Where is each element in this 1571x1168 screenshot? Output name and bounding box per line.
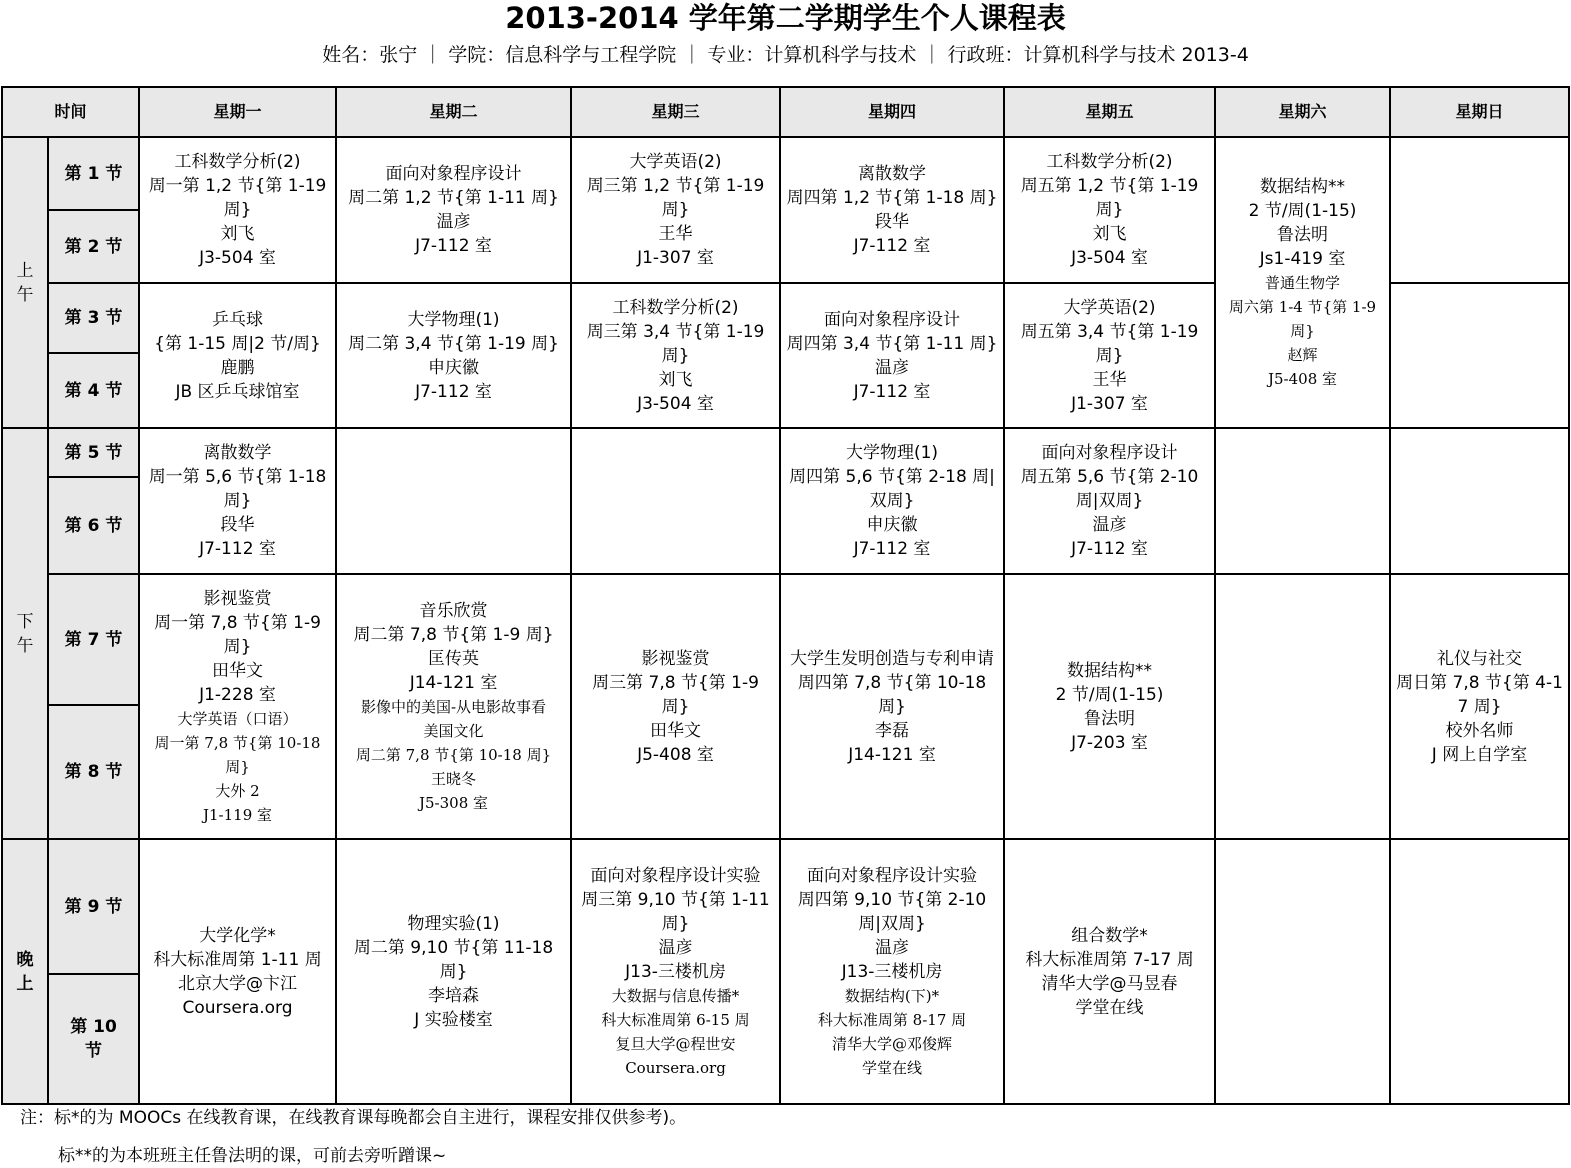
- course-time: 科大标准周第 6-15 周: [601, 1010, 750, 1029]
- course-name: 组合数学*: [1071, 925, 1148, 946]
- course-time: {第 1-15 周|2 节/周}: [154, 333, 321, 354]
- course-cell-mon-p910[interactable]: [139, 839, 336, 1104]
- course-cell-fri-p12[interactable]: [1004, 137, 1215, 283]
- period-row: [2, 428, 1569, 477]
- footnote-audit: 标**的为本班班主任鲁法明的课，可前去旁听蹭课~: [58, 1146, 447, 1166]
- course-room: Coursera.org: [182, 997, 293, 1018]
- course-time: 周三第 7,8 节{第 1-9 周}: [592, 672, 759, 717]
- course-room: J5-308 室: [419, 793, 489, 812]
- course-room: 学堂在线: [862, 1058, 923, 1077]
- course-name: 大学英语（口语）: [177, 709, 298, 728]
- schedule-table: [1, 86, 1570, 1105]
- course-room: J7-112 室: [199, 539, 276, 559]
- course-teacher: 申庆徽: [428, 357, 480, 378]
- course-name: 数据结构**: [1067, 660, 1153, 681]
- course-name: 乒乓球: [212, 309, 264, 330]
- course-cell-sat-morning[interactable]: [1215, 137, 1390, 428]
- course-teacher: 王晓冬: [431, 769, 477, 788]
- half-label-evening: 晚上: [2, 839, 48, 1104]
- course-name: 工科数学分析(2): [174, 152, 301, 172]
- course-teacher: 李培森: [428, 985, 480, 1006]
- course-room: J1-307 室: [637, 248, 714, 268]
- course-teacher: 温彦: [436, 212, 471, 232]
- course-teacher: 段华: [220, 515, 255, 535]
- course-room: J1-228 室: [199, 684, 276, 705]
- course-room: Js1-419 室: [1259, 248, 1346, 269]
- course-name: 礼仪与社交: [1437, 648, 1523, 669]
- course-time: 周四第 9,10 节{第 2-10 周|双周}: [797, 889, 987, 934]
- half-label-morning: 上午: [2, 137, 48, 428]
- course-cell-wed-p34[interactable]: [571, 283, 780, 428]
- course-time: 周五第 1,2 节{第 1-19 周}: [1020, 176, 1199, 220]
- course-room: Coursera.org: [625, 1058, 726, 1077]
- course-time: 周五第 3,4 节{第 1-19 周}: [1020, 321, 1199, 366]
- course-time: 周三第 9,10 节{第 1-11 周}: [581, 889, 770, 934]
- course-name: 大学化学*: [199, 925, 276, 946]
- period-label-6: 第 6 节: [48, 477, 139, 574]
- course-cell-fri-p910[interactable]: [1004, 839, 1215, 1104]
- course-teacher: 温彦: [1092, 515, 1127, 535]
- course-name: 大学物理(1): [845, 443, 939, 463]
- period-label-3: 第 3 节: [48, 283, 139, 353]
- day-header-fri: 星期五: [1004, 87, 1215, 137]
- course-time: 周二第 1,2 节{第 1-11 周}: [348, 188, 559, 208]
- course-teacher: 刘飞: [1092, 224, 1127, 244]
- course-name: 物理实验(1): [407, 913, 500, 934]
- course-time: 周一第 5,6 节{第 1-18 周}: [148, 467, 327, 511]
- course-time: 科大标准周第 1-11 周: [153, 949, 322, 970]
- course-name: 离散数学: [203, 443, 272, 463]
- course-room: J1-119 室: [203, 805, 273, 824]
- course-teacher: 复旦大学@程世安: [615, 1034, 736, 1053]
- course-cell-tue-p56: [336, 428, 571, 574]
- course-teacher: 刘飞: [220, 224, 255, 244]
- course-teacher: 刘飞: [658, 369, 693, 390]
- course-time: 科大标准周第 8-17 周: [817, 1010, 967, 1029]
- course-name: 影视鉴赏: [203, 588, 272, 609]
- course-name: 大学英语(2): [629, 152, 722, 172]
- course-room: J3-504 室: [637, 393, 714, 414]
- course-name: 普通生物学: [1265, 273, 1341, 292]
- course-room: J3-504 室: [1071, 248, 1148, 268]
- course-name: 影视鉴赏: [641, 648, 710, 669]
- course-time: 周四第 5,6 节{第 2-18 周|双周}: [789, 467, 995, 511]
- course-room: J7-112 室: [853, 381, 931, 402]
- course-teacher: 王华: [658, 224, 693, 244]
- period-label-8: 第 8 节: [48, 705, 139, 839]
- course-room: J7-112 室: [853, 539, 931, 559]
- course-room: J5-408 室: [637, 744, 714, 765]
- day-header-wed: 星期三: [571, 87, 780, 137]
- course-time: 周二第 7,8 节{第 10-18 周}: [355, 745, 552, 764]
- course-time: 周二第 7,8 节{第 1-9 周}: [353, 624, 554, 645]
- day-header-tue: 星期二: [336, 87, 571, 137]
- course-teacher: 清华大学@邓俊辉: [832, 1034, 953, 1053]
- course-room: J14-121 室: [848, 744, 936, 765]
- course-time: 周三第 3,4 节{第 1-19 周}: [586, 321, 765, 366]
- course-room: J7-112 室: [1071, 539, 1148, 559]
- course-name: 面向对象程序设计: [385, 164, 522, 184]
- period-row: [2, 574, 1569, 705]
- course-time: 科大标准周第 7-17 周: [1025, 949, 1194, 970]
- course-room: J5-408 室: [1268, 369, 1338, 388]
- course-cell-mon-p34[interactable]: [139, 283, 336, 428]
- course-cell-thu-p34[interactable]: [780, 283, 1004, 428]
- course-name: 大学生发明创造与专利申请: [790, 648, 995, 669]
- course-name: 面向对象程序设计实验: [807, 865, 978, 886]
- time-header: 时间: [2, 87, 139, 137]
- course-name: 影像中的美国-从电影故事看美国文化: [360, 697, 547, 740]
- course-name: 面向对象程序设计: [1041, 443, 1178, 463]
- period-label-9: 第 9 节: [48, 839, 139, 974]
- course-time: 周五第 5,6 节{第 2-10 周|双周}: [1020, 467, 1199, 511]
- period-row: [2, 137, 1569, 210]
- course-room: J7-112 室: [853, 236, 931, 256]
- course-teacher: 鹿鹏: [220, 357, 255, 378]
- course-room: J 网上自学室: [1431, 744, 1528, 765]
- course-name: 数据结构(下)*: [844, 986, 940, 1005]
- course-time: 周二第 3,4 节{第 1-19 周}: [348, 333, 559, 354]
- course-name: 大数据与信息传播*: [611, 986, 740, 1005]
- course-room: J7-112 室: [415, 381, 492, 402]
- course-teacher: 温彦: [658, 937, 693, 958]
- course-teacher: 北京大学@卞江: [178, 973, 298, 994]
- course-teacher: 鲁法明: [1277, 224, 1329, 245]
- course-teacher: 田华文: [212, 660, 264, 681]
- course-teacher: 匡传英: [428, 648, 480, 669]
- course-time: 周一第 1,2 节{第 1-19 周}: [148, 176, 327, 220]
- course-teacher: 清华大学@马昱春: [1041, 973, 1178, 994]
- footnote-mooc: 注：标*的为 MOOCs 在线教育课，在线教育课每晚都会自主进行，课程安排仅供参考)。: [20, 1108, 687, 1128]
- course-teacher: 赵辉: [1287, 345, 1318, 364]
- course-cell-tue-p910[interactable]: [336, 839, 571, 1104]
- course-cell-wed-p12[interactable]: [571, 137, 780, 283]
- course-teacher: 校外名师: [1445, 720, 1514, 741]
- course-time: 周二第 9,10 节{第 11-18 周}: [353, 937, 554, 982]
- course-name: 音乐欣赏: [419, 600, 488, 621]
- course-cell-tue-p34[interactable]: [336, 283, 571, 428]
- course-teacher: 田华文: [650, 720, 702, 741]
- course-teacher: 温彦: [875, 357, 910, 378]
- day-header-mon: 星期一: [139, 87, 336, 137]
- course-name: 面向对象程序设计实验: [590, 865, 761, 886]
- course-room: J13-三楼机房: [841, 961, 943, 982]
- course-name: 数据结构**: [1260, 176, 1346, 197]
- course-room: J13-三楼机房: [625, 961, 726, 982]
- course-cell-fri-p56[interactable]: [1004, 428, 1215, 574]
- course-name: 离散数学: [858, 164, 927, 184]
- course-room: 学堂在线: [1075, 997, 1144, 1018]
- course-teacher: 大外 2: [215, 781, 260, 800]
- course-cell-thu-p910[interactable]: [780, 839, 1004, 1104]
- course-time: 周四第 7,8 节{第 10-18 周}: [797, 672, 987, 717]
- course-cell-sat-p910: [1215, 839, 1390, 1104]
- course-cell-fri-p34[interactable]: [1004, 283, 1215, 428]
- course-cell-wed-p78[interactable]: [571, 574, 780, 839]
- course-room: JB 区乒乓球馆室: [175, 381, 300, 402]
- course-room: J3-504 室: [199, 248, 276, 268]
- course-teacher: 温彦: [875, 937, 910, 958]
- course-time: 2 节/周(1-15): [1248, 200, 1357, 221]
- course-time: 周日第 7,8 节{第 4-17 周}: [1396, 672, 1563, 717]
- period-label-7: 第 7 节: [48, 574, 139, 705]
- page-title: 2013-2014 学年第二学期学生个人课程表: [505, 1, 1066, 35]
- course-name: 大学物理(1): [407, 309, 500, 330]
- course-teacher: 王华: [1092, 369, 1127, 390]
- course-teacher: 李磊: [875, 720, 910, 741]
- course-cell-mon-p78[interactable]: [139, 574, 336, 839]
- period-row: [2, 839, 1569, 974]
- course-time: 周四第 3,4 节{第 1-11 周}: [786, 333, 998, 354]
- course-time: 周三第 1,2 节{第 1-19 周}: [586, 176, 765, 220]
- course-room: J7-112 室: [415, 236, 492, 256]
- course-cell-tue-p78[interactable]: [336, 574, 571, 839]
- period-label-10: 第 10 节: [48, 974, 139, 1104]
- day-header-thu: 星期四: [780, 87, 1004, 137]
- course-room: J14-121 室: [409, 672, 498, 693]
- course-cell-thu-p78[interactable]: [780, 574, 1004, 839]
- course-cell-sat-p56: [1215, 428, 1390, 574]
- course-room: J1-307 室: [1071, 393, 1148, 414]
- course-cell-sun-p34: [1390, 283, 1569, 428]
- course-teacher: 段华: [875, 212, 910, 232]
- course-time: 2 节/周(1-15): [1055, 684, 1164, 705]
- period-label-1: 第 1 节: [48, 137, 139, 210]
- half-label-afternoon: 下午: [2, 428, 48, 839]
- course-cell-sun-p56: [1390, 428, 1569, 574]
- period-label-2: 第 2 节: [48, 210, 139, 283]
- course-cell-mon-p56[interactable]: [139, 428, 336, 574]
- day-header-sun: 星期日: [1390, 87, 1569, 137]
- course-cell-tue-p12[interactable]: [336, 137, 571, 283]
- course-cell-mon-p12[interactable]: [139, 137, 336, 283]
- course-time: 周一第 7,8 节{第 10-18 周}: [154, 733, 321, 776]
- course-cell-sat-p78: [1215, 574, 1390, 839]
- course-time: 周四第 1,2 节{第 1-18 周}: [786, 188, 998, 208]
- course-cell-thu-p56[interactable]: [780, 428, 1004, 574]
- course-cell-sun-p910: [1390, 839, 1569, 1104]
- course-cell-sun-p12: [1390, 137, 1569, 283]
- course-teacher: 申庆徽: [866, 515, 918, 535]
- course-cell-wed-p56: [571, 428, 780, 574]
- course-name: 工科数学分析(2): [612, 297, 739, 318]
- course-name: 面向对象程序设计: [824, 309, 961, 330]
- day-header-sat: 星期六: [1215, 87, 1390, 137]
- course-cell-fri-p78[interactable]: [1004, 574, 1215, 839]
- header-row: [2, 87, 1569, 137]
- course-cell-sun-p78[interactable]: [1390, 574, 1569, 839]
- course-time: 周一第 7,8 节{第 1-9 周}: [154, 612, 321, 657]
- student-info: 姓名：张宁 ｜ 学院：信息科学与工程学院 ｜ 专业：计算机科学与技术 ｜ 行政班：计算机科学与技术 2013-4: [322, 44, 1249, 66]
- period-label-4: 第 4 节: [48, 353, 139, 428]
- course-teacher: 鲁法明: [1084, 708, 1136, 729]
- course-cell-thu-p12[interactable]: [780, 137, 1004, 283]
- course-name: 工科数学分析(2): [1046, 152, 1173, 172]
- course-room: J7-203 室: [1071, 732, 1148, 753]
- course-name: 大学英语(2): [1063, 297, 1156, 318]
- course-time: 周六第 1-4 节{第 1-9 周}: [1228, 297, 1377, 340]
- course-cell-wed-p910[interactable]: [571, 839, 780, 1104]
- course-room: J 实验楼室: [414, 1009, 493, 1030]
- period-label-5: 第 5 节: [48, 428, 139, 477]
